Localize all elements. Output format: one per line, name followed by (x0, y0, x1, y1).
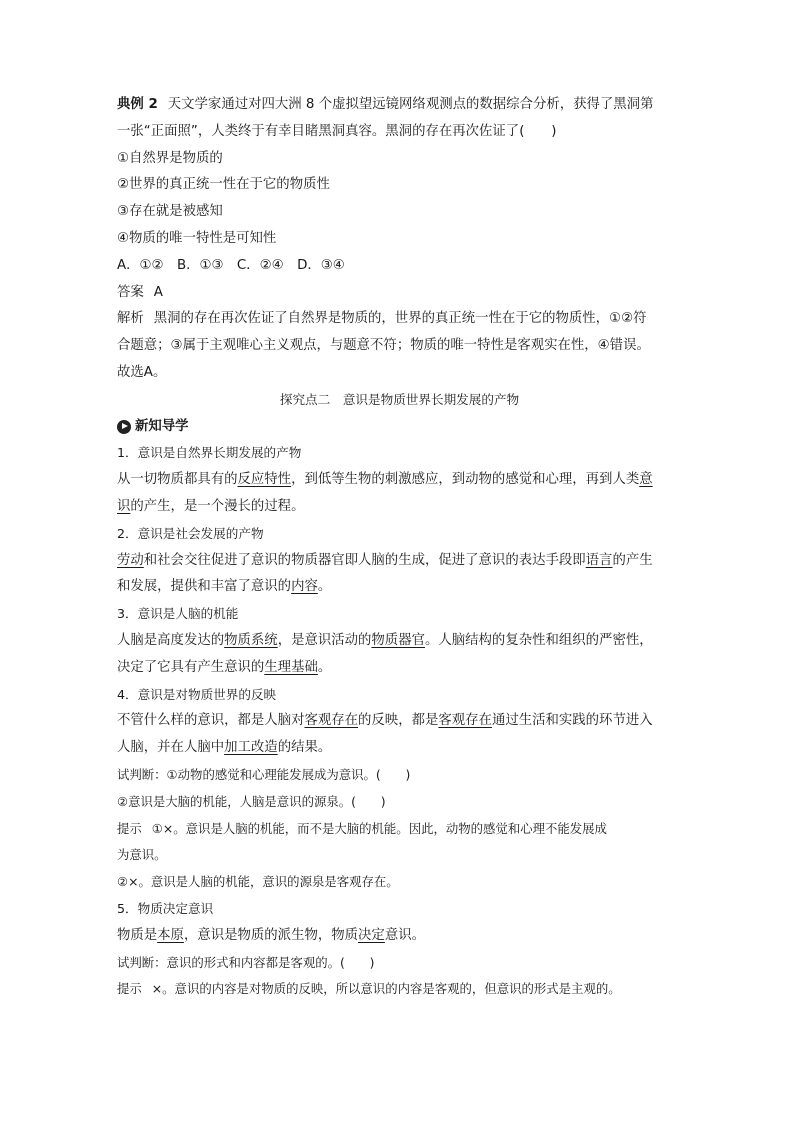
guide-heading: 新知导学 (117, 414, 682, 441)
point-5-judge: 试判断：意识的形式和内容都是客观的。( ) (117, 954, 375, 970)
point-1-title: 1．意识是自然界长期发展的产物 (117, 445, 302, 461)
example-item-3: ③存在就是被感知 (117, 204, 223, 220)
point-4-hint-2: ②×。意识是人脑的机能，意识的源泉是客观存在。 (117, 874, 399, 890)
answer-label: 答案 (117, 284, 144, 300)
section-title: 探究点二 意识是物质世界长期发展的产物 (279, 391, 520, 407)
example-answer (117, 280, 682, 307)
point-4-judge-1: 试判断：①动物的感觉和心理能发展成为意识。( ) (117, 766, 411, 782)
point-3-line-1: 人脑是高度发达的物质系统，是意识活动的物质器官。人脑结构的复杂性和组织的严密性， (117, 632, 653, 648)
point-4-hint-line-1: 提示 ①×。意识是人脑的机能，而不是大脑的机能。因此，动物的感觉和心理不能发展成 (117, 820, 607, 836)
play-circle-icon (117, 420, 131, 434)
hint-label: 提示 (117, 820, 142, 836)
point-2-line-2: 和发展，提供和丰富了意识的内容。 (117, 579, 332, 595)
point-4-hint-line-2: 为意识。 (117, 847, 167, 863)
point-4-line-1: 不管什么样的意识，都是人脑对客观存在的反映，都是客观存在通过生活和实践的环节进入 (117, 713, 653, 729)
point-5-title: 5．物质决定意识 (117, 900, 214, 916)
example-stem-line-1: 典例 2 天文学家通过对四大洲 8 个虚拟望远镜网络观测点的数据综合分析，获得了黑洞第 (117, 97, 654, 112)
example-item-2: ②世界的真正统一性在于它的物质性 (117, 177, 330, 193)
answer-value: A (153, 284, 163, 300)
example-options: A．①② B．①③ C．②④ D．③④ (117, 257, 345, 273)
example-item-4: ④物质的唯一特性是可知性 (117, 230, 277, 246)
analysis-label: 解析 (117, 311, 144, 327)
example-stem-line-2: 一张“正面照”，人类终于有幸目睹黑洞真容。黑洞的存在再次佐证了( ) (117, 123, 557, 139)
point-3-title: 3．意识是人脑的机能 (117, 606, 239, 622)
example-analysis-line-2: 合题意；③属于主观唯心主义观点，与题意不符；物质的唯一特性是客观实在性，④错误。 (117, 338, 650, 354)
example-label: 典例 2 (117, 97, 158, 112)
document-page (117, 92, 682, 1003)
point-1-line-1: 从一切物质都具有的反应特性，到低等生物的刺激感应，到动物的感觉和心理，再到人类意 (117, 472, 653, 488)
example-analysis-line-1: 解析 黑洞的存在再次佐证了自然界是物质的，世界的真正统一性在于它的物质性，①②符 (117, 311, 647, 327)
point-2-title: 2．意识是社会发展的产物 (117, 525, 264, 541)
example-item-1: ①自然界是物质的 (117, 150, 223, 166)
hint-label: 提示 (117, 981, 142, 997)
point-4-line-2: 人脑，并在人脑中加工改造的结果。 (117, 740, 332, 756)
point-5-line-1: 物质是本原，意识是物质的派生物，物质决定意识。 (117, 927, 425, 943)
point-1-line-2: 识的产生，是一个漫长的过程。 (117, 498, 305, 514)
point-4-title: 4．意识是对物质世界的反映 (117, 686, 277, 702)
point-3-line-2: 决定了它具有产生意识的生理基础。 (117, 659, 332, 675)
point-4-judge-2: ②意识是大脑的机能，人脑是意识的源泉。( ) (117, 793, 386, 809)
point-2-line-1: 劳动和社会交往促进了意识的物质器官即人脑的生成，促进了意识的表达手段即语言的产生 (117, 552, 653, 568)
example-analysis-line-3: 故选A。 (117, 364, 167, 380)
point-5-hint: 提示 ×。意识的内容是对物质的反映，所以意识的内容是客观的，但意识的形式是主观的。 (117, 981, 621, 997)
